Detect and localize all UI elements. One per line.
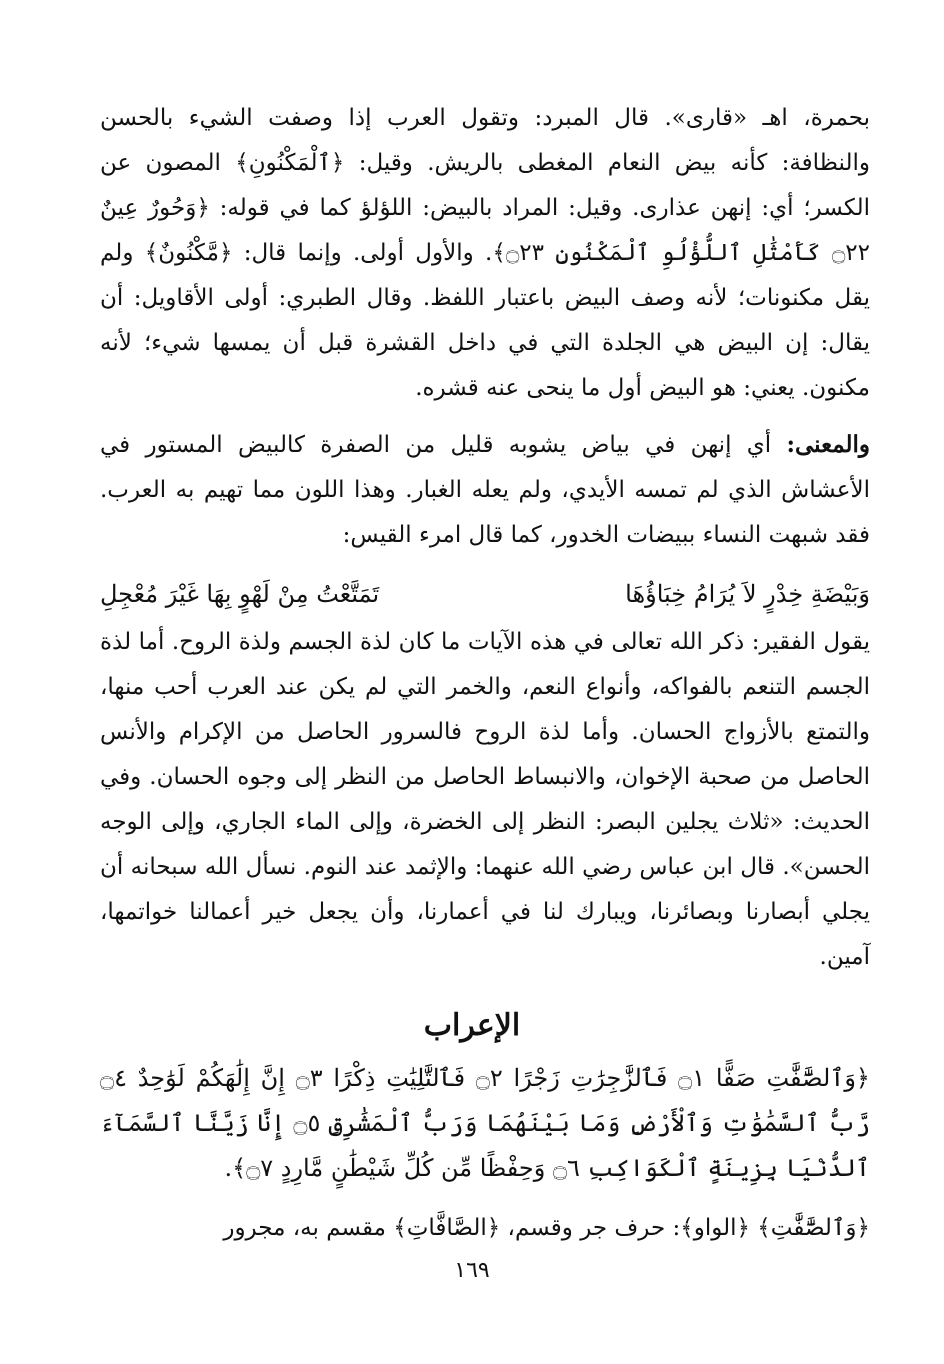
- meaning-lead-label: والمعنى:: [786, 431, 870, 458]
- meaning-text: أي إنهن في بياض يشوبه قليل من الصفرة كالبيض المستور في الأعشاش الذي لم تمسه الأيدي، ولم يعله الغبار. وهذا اللون مما تهيم به العرب. فقد شبهت النساء ببيضات الخدور، كما قال امرء القيس:: [100, 432, 870, 548]
- page-number: ١٦٩: [454, 1258, 490, 1283]
- quran-verses: ﴿وَٱلصَّٰٓفَّٰتِ صَفًّا ۝١ فَٱلزَّٰجِرَٰتِ زَجْرًا ۝٢ فَٱلتَّٰلِيَٰتِ ذِكْرًا ۝٣ إِنَّ إِلَٰهَكُمْ لَوَٰحِدٌ ۝٤ رَّبُّ ٱلسَّمَٰوَٰتِ وَٱلْأَرْضِ وَمَا بَيْنَهُمَا وَرَبُّ ٱلْمَشَٰرِقِ ۝٥ إِنَّا زَيَّنَّا ٱلسَّمَآءَ ٱلدُّنْيَا بِزِينَةٍ ٱلْكَوَاكِبِ ۝٦ وَحِفْظًا مِّن كُلِّ شَيْطَٰنٍ مَّارِدٍ ۝٧﴾.: [100, 1064, 871, 1182]
- verse-second-hemistich: تَمَتَّعْتُ مِنْ لَهْوٍ بِهَا غَيْرَ مُعْجِلِ: [100, 580, 380, 608]
- section-heading: الإعراب: [423, 1008, 521, 1043]
- poetry-verse: [100, 574, 870, 614]
- verse-first-hemistich: وَبَيْضَةِ خِدْرٍ لاَ يُرَامُ خِبَاؤُهَا: [625, 580, 870, 608]
- commentary-paragraph-1: بحمرة، اهـ «قارى». قال المبرد: وتقول العرب إذا وصفت الشيء بالحسن والنظافة: كأنه بيض النعام المغطى بالريش. وقيل: ﴿ٱلْمَكْنُونِ﴾ المصون عن الكسر؛ أي: إنهن عذارى. وقيل: المراد بالبيض: اللؤلؤ كما في قوله: ﴿وَحُورٌ عِينٌ ۝٢٢ كَأَمْثَٰلِ ٱللُّؤْلُوِ ٱلْمَكْنُونِ ۝٢٣﴾. والأول أولى. وإنما قال: ﴿مَّكْنُونٌ﴾ ولم يقل مكنونات؛ لأنه وصف البيض باعتبار اللفظ. وقال الطبري: أولى الأقاويل: أن يقال: إن البيض هي الجلدة التي في داخل القشرة قبل أن يمسها شيء؛ لأنه مكنون. يعني: هو البيض أول ما ينحى عنه قشره.: [100, 105, 870, 401]
- grammar-analysis-paragraph: ﴿وَٱلصَّٰٓفَّٰتِ﴾ ﴿الواو﴾: حرف جر وقسم، ﴿الصَّافَّاتِ﴾ مقسم به، مجرور: [223, 1215, 870, 1241]
- meaning-paragraph: [100, 422, 870, 558]
- commentary-paragraph-2: يقول الفقير: ذكر الله تعالى في هذه الآيات ما كان لذة الجسم ولذة الروح. أما لذة الجسم التنعم بالفواكه، وأنواع النعم، والخمر التي لم يكن عند العرب أحب منها، والتمتع بالأزواج الحسان. وأما لذة الروح فالسرور الحاصل من الإكرام والأنس الحاصل من صحبة الإخوان، والانبساط الحاصل من النظر إلى وجوه الحسان. وفي الحديث: «ثلاث يجلين البصر: النظر إلى الخضرة، وإلى الماء الجاري، وإلى الوجه الحسن». قال ابن عباس رضي الله عنهما: والإثمد عند النوم. نسأل الله سبحانه أن يجلي أبصارنا وبصائرنا، ويبارك لنا في أعمارنا، وأن يجعل خير أعمالنا خواتمها، آمين.: [100, 629, 870, 970]
